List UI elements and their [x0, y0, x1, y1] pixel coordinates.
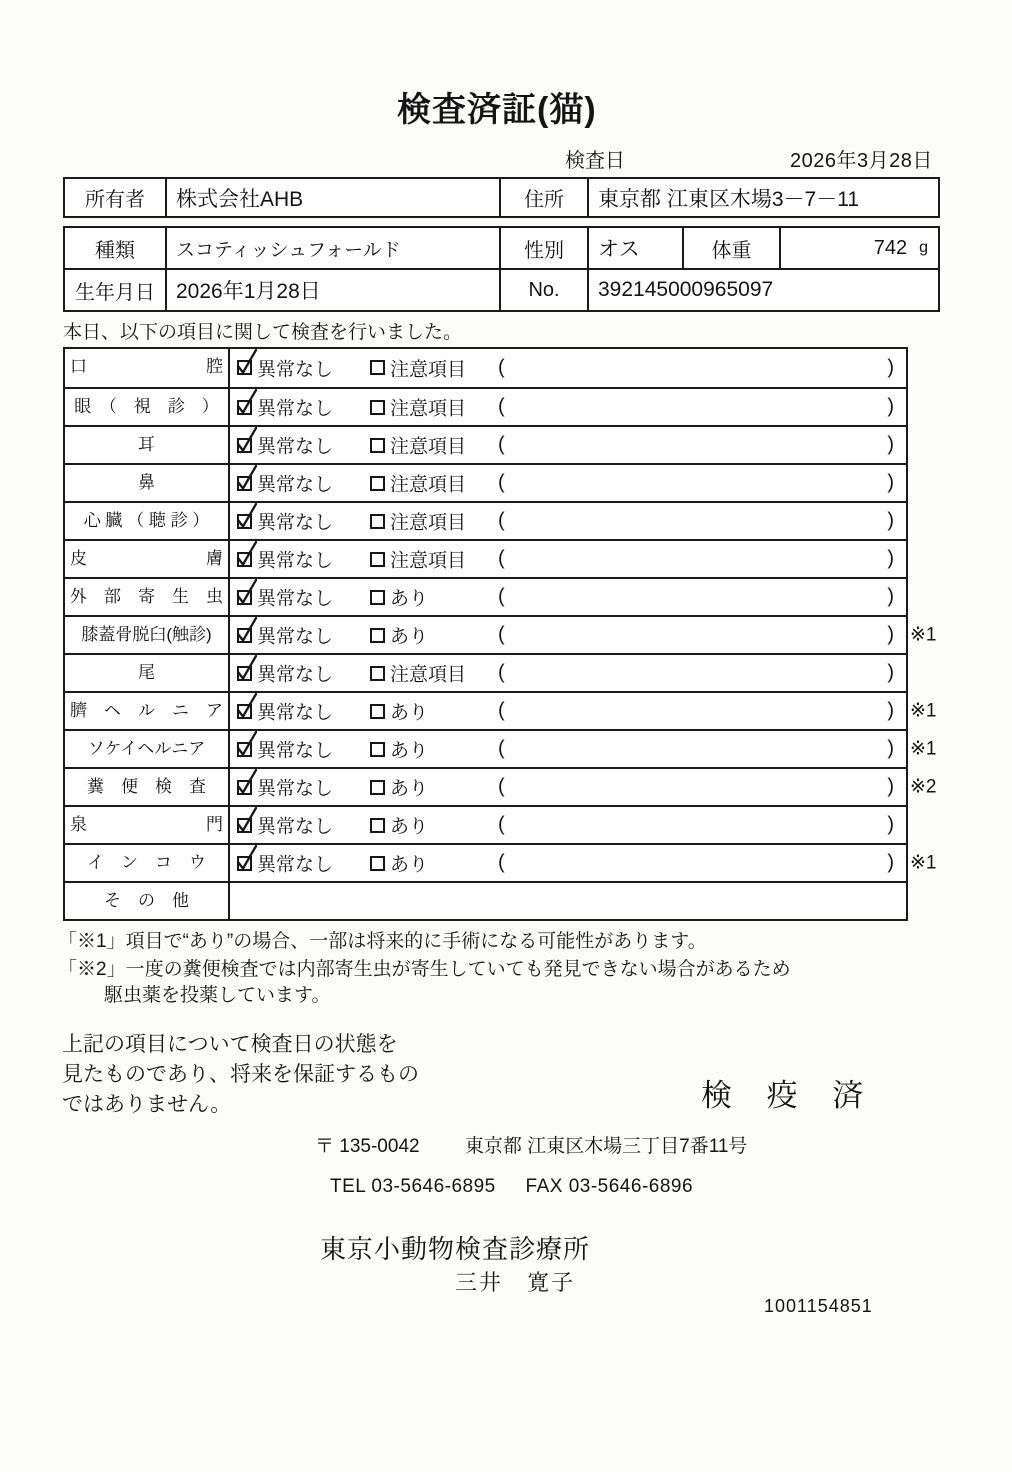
checkbox-unchecked[interactable] [370, 400, 386, 416]
exam-item-label: 耳 [65, 427, 230, 463]
exam-row [65, 729, 937, 767]
paren-open: ( [498, 775, 505, 798]
alternative-label: あり [390, 702, 429, 724]
footnote-2-line1: 「※2」一度の糞便検査では内部寄生虫が寄生していても発見できない場合があるため [58, 959, 791, 980]
exam-row [65, 615, 937, 653]
checkbox-unchecked[interactable] [370, 514, 386, 530]
clinic-name: 東京小動物検査診療所 [320, 1234, 591, 1264]
paren-close: ) [887, 813, 894, 836]
paren-open: ( [498, 433, 505, 456]
exam-item-label: 尾 [65, 655, 230, 691]
exam-item-label: 皮 膚 [65, 541, 230, 577]
exam-item-content [230, 769, 937, 805]
checkbox-checked[interactable] [237, 476, 253, 492]
checkbox-unchecked[interactable] [370, 856, 386, 872]
no-abnormality-label: 異常なし [257, 474, 334, 496]
exam-item-content [230, 845, 937, 881]
exam-row [65, 387, 906, 425]
paren-open: ( [498, 547, 505, 570]
paren-open: ( [498, 623, 505, 646]
checkbox-box [370, 780, 385, 795]
paren-close: ) [887, 661, 894, 684]
exam-item-label: 膝蓋骨脱臼(触診) [65, 617, 230, 653]
paren-close: ) [887, 775, 894, 798]
animal-table [63, 226, 940, 312]
disclaimer-line-3: ではありません。 [62, 1092, 232, 1116]
paren-open: ( [498, 395, 505, 418]
page-title: 検査済証(猫) [397, 91, 597, 129]
paren-close: ) [887, 585, 894, 608]
exam-item-label: イ ン コ ウ [65, 845, 230, 881]
checkbox-box [370, 590, 385, 605]
breed-label: 種類 [95, 239, 135, 262]
inspection-date-label: 検査日 [565, 150, 625, 172]
checkbox-box [370, 856, 385, 871]
paren-close: ) [887, 471, 894, 494]
no-abnormality-label: 異常なし [257, 436, 334, 458]
alternative-label: あり [390, 854, 429, 876]
checkbox-unchecked[interactable] [370, 438, 386, 454]
exam-item-label: 泉 門 [65, 807, 230, 843]
paren-open: ( [498, 356, 505, 379]
exam-row [65, 425, 906, 463]
checkbox-checked[interactable] [237, 514, 253, 530]
clinic-address-line [315, 1131, 747, 1158]
no-abnormality-label: 異常なし [257, 740, 334, 762]
footnote-2-line2: 駆虫薬を投薬しています。 [104, 985, 331, 1006]
exam-item-content-empty [230, 883, 906, 919]
paren-close: ) [887, 547, 894, 570]
exam-row [65, 767, 937, 805]
exam-row [65, 349, 906, 387]
exam-item-label: 臍 ヘ ル ニ ア [65, 693, 230, 729]
checkbox-box [370, 666, 385, 681]
exam-item-label: 心 臓 （ 聴 診 ） [65, 503, 230, 539]
weight-label: 体重 [682, 228, 779, 268]
checkbox-unchecked[interactable] [370, 666, 386, 682]
checkbox-unchecked[interactable] [370, 552, 386, 568]
no-abnormality-label: 異常なし [257, 854, 334, 876]
reference-mark: ※1 [910, 738, 937, 760]
no-abnormality-label: 異常なし [257, 626, 334, 648]
alternative-label: あり [390, 740, 429, 762]
checkbox-unchecked[interactable] [370, 590, 386, 606]
alternative-label: あり [390, 588, 429, 610]
alternative-label: あり [390, 778, 429, 800]
checkbox-unchecked[interactable] [370, 818, 386, 834]
alternative-label: 注意項目 [390, 398, 467, 420]
exam-item-label: ソケイヘルニア [65, 731, 230, 767]
exam-table [63, 347, 937, 921]
clinic-fax: FAX 03-5646-6896 [525, 1176, 694, 1197]
checkbox-checked[interactable] [237, 360, 253, 376]
checkbox-checked[interactable] [237, 438, 253, 454]
paren-open: ( [498, 699, 505, 722]
exam-item-label: 口 腔 [65, 349, 230, 387]
exam-item-content [230, 655, 906, 691]
exam-row [65, 653, 906, 691]
footnote-1: 「※1」項目で“あり”の場合、一部は将来的に手術になる可能性があります。 [58, 931, 707, 952]
reference-mark: ※2 [910, 776, 937, 798]
animal-table-row-2 [65, 268, 938, 310]
quarantine-passed-stamp: 検 疫 済 [701, 1078, 877, 1113]
exam-item-label: 外 部 寄 生 虫 [65, 579, 230, 615]
checkbox-box [370, 818, 385, 833]
no-abnormality-label: 異常なし [257, 512, 334, 534]
no-abnormality-label: 異常なし [257, 588, 334, 610]
exam-row [65, 691, 937, 729]
paren-open: ( [498, 851, 505, 874]
exam-item-content [230, 617, 937, 653]
paren-close: ) [887, 699, 894, 722]
paren-close: ) [887, 851, 894, 874]
exam-row [65, 843, 937, 881]
no-abnormality-label: 異常なし [257, 816, 334, 838]
alternative-label: 注意項目 [390, 436, 467, 458]
alternative-label: 注意項目 [390, 359, 467, 381]
checkbox-box [370, 552, 385, 567]
clinic-address: 東京都 江東区木場三丁目7番11号 [464, 1136, 748, 1157]
weight-cell [779, 228, 938, 268]
birthdate-label: 生年月日 [75, 281, 155, 304]
no-abnormality-label: 異常なし [257, 359, 334, 381]
disclaimer-line-2: 見たものであり、将来を保証するもの [62, 1062, 419, 1086]
exam-item-content [230, 579, 906, 615]
exam-item-content [230, 465, 906, 501]
paren-close: ) [887, 433, 894, 456]
alternative-label: 注意項目 [390, 664, 467, 686]
no-abnormality-label: 異常なし [257, 702, 334, 724]
owner-label: 所有者 [85, 189, 145, 211]
checkbox-checked[interactable] [237, 742, 253, 758]
exam-item-content [230, 427, 906, 463]
birthdate-value: 2026年1月28日 [165, 270, 499, 310]
sex-label: 性別 [499, 228, 587, 268]
alternative-label: 注意項目 [390, 550, 467, 572]
no-abnormality-label: 異常なし [257, 778, 334, 800]
exam-item-label: そ の 他 [65, 883, 230, 919]
clinic-phone-line [330, 1176, 693, 1198]
paren-open: ( [498, 509, 505, 532]
checkbox-checked[interactable] [237, 856, 253, 872]
exam-item-content [230, 731, 937, 767]
document-serial-number: 1001154851 [764, 1296, 873, 1316]
checkbox-box [370, 476, 385, 491]
exam-intro-text: 本日、以下の項目に関して検査を行いました。 [63, 322, 463, 343]
exam-item-content [230, 693, 937, 729]
animal-table-row-1 [65, 228, 938, 268]
checkbox-checked[interactable] [237, 780, 253, 796]
exam-row [65, 539, 906, 577]
exam-row [65, 463, 906, 501]
checkbox-box [370, 514, 385, 529]
checkbox-unchecked[interactable] [370, 628, 386, 644]
weight-unit: g [919, 239, 928, 256]
owner-value: 株式会社AHB [165, 179, 499, 216]
clinic-tel: TEL 03-5646-6895 [330, 1176, 496, 1197]
checkbox-unchecked[interactable] [370, 476, 386, 492]
checkbox-box [370, 704, 385, 719]
checkbox-checked[interactable] [237, 590, 253, 606]
paren-open: ( [498, 661, 505, 684]
owner-table [63, 177, 940, 218]
exam-item-label: 眼 （ 視 診 ） [65, 389, 230, 425]
checkbox-box [370, 628, 385, 643]
disclaimer-text [62, 1030, 419, 1119]
address-label: 住所 [499, 179, 587, 216]
reference-mark: ※1 [910, 852, 937, 874]
exam-row [65, 501, 906, 539]
paren-open: ( [498, 585, 505, 608]
checkbox-box [370, 438, 385, 453]
checkbox-checked[interactable] [237, 628, 253, 644]
checkbox-unchecked[interactable] [370, 742, 386, 758]
disclaimer-line-1: 上記の項目について検査日の状態を [62, 1033, 398, 1056]
paren-close: ) [887, 623, 894, 646]
checkbox-unchecked[interactable] [370, 704, 386, 720]
sex-value: オス [587, 228, 682, 268]
no-abnormality-label: 異常なし [257, 664, 334, 686]
checkbox-checked[interactable] [237, 400, 253, 416]
exam-item-content [230, 541, 906, 577]
number-label: No. [499, 270, 587, 310]
address-value: 東京都 江東区木場3－7－11 [587, 179, 938, 216]
paren-open: ( [498, 813, 505, 836]
weight-value: 742 [873, 236, 908, 259]
checkbox-unchecked[interactable] [370, 780, 386, 796]
checkbox-unchecked[interactable] [370, 360, 386, 376]
checkbox-checked[interactable] [237, 666, 253, 682]
exam-item-content [230, 349, 906, 387]
exam-item-content [230, 503, 906, 539]
clinic-postal-code: 〒 135-0042 [315, 1136, 420, 1157]
paren-close: ) [887, 395, 894, 418]
alternative-label: 注意項目 [390, 474, 467, 496]
exam-row [65, 881, 906, 919]
no-abnormality-label: 異常なし [257, 398, 334, 420]
veterinarian-name: 三井 寛子 [455, 1270, 576, 1295]
no-abnormality-label: 異常なし [257, 550, 334, 572]
reference-mark: ※1 [910, 700, 937, 722]
paren-close: ) [887, 509, 894, 532]
checkbox-checked[interactable] [237, 704, 253, 720]
checkbox-checked[interactable] [237, 818, 253, 834]
exam-row [65, 577, 906, 615]
checkbox-box [370, 400, 385, 415]
reference-mark: ※1 [910, 624, 937, 646]
inspection-date-value: 2026年3月28日 [790, 150, 933, 172]
exam-item-label: 鼻 [65, 465, 230, 501]
exam-item-label: 糞 便 検 査 [65, 769, 230, 805]
paren-open: ( [498, 737, 505, 760]
alternative-label: あり [390, 626, 429, 648]
paren-close: ) [887, 356, 894, 379]
exam-item-content [230, 389, 906, 425]
number-value: 392145000965097 [587, 270, 938, 310]
checkbox-checked[interactable] [237, 552, 253, 568]
paren-open: ( [498, 471, 505, 494]
checkbox-box [370, 742, 385, 757]
paren-close: ) [887, 737, 894, 760]
alternative-label: 注意項目 [390, 512, 467, 534]
alternative-label: あり [390, 816, 429, 838]
checkbox-box [370, 360, 385, 375]
breed-value: スコティッシュフォールド [165, 228, 499, 268]
exam-item-content [230, 807, 906, 843]
exam-row [65, 805, 906, 843]
